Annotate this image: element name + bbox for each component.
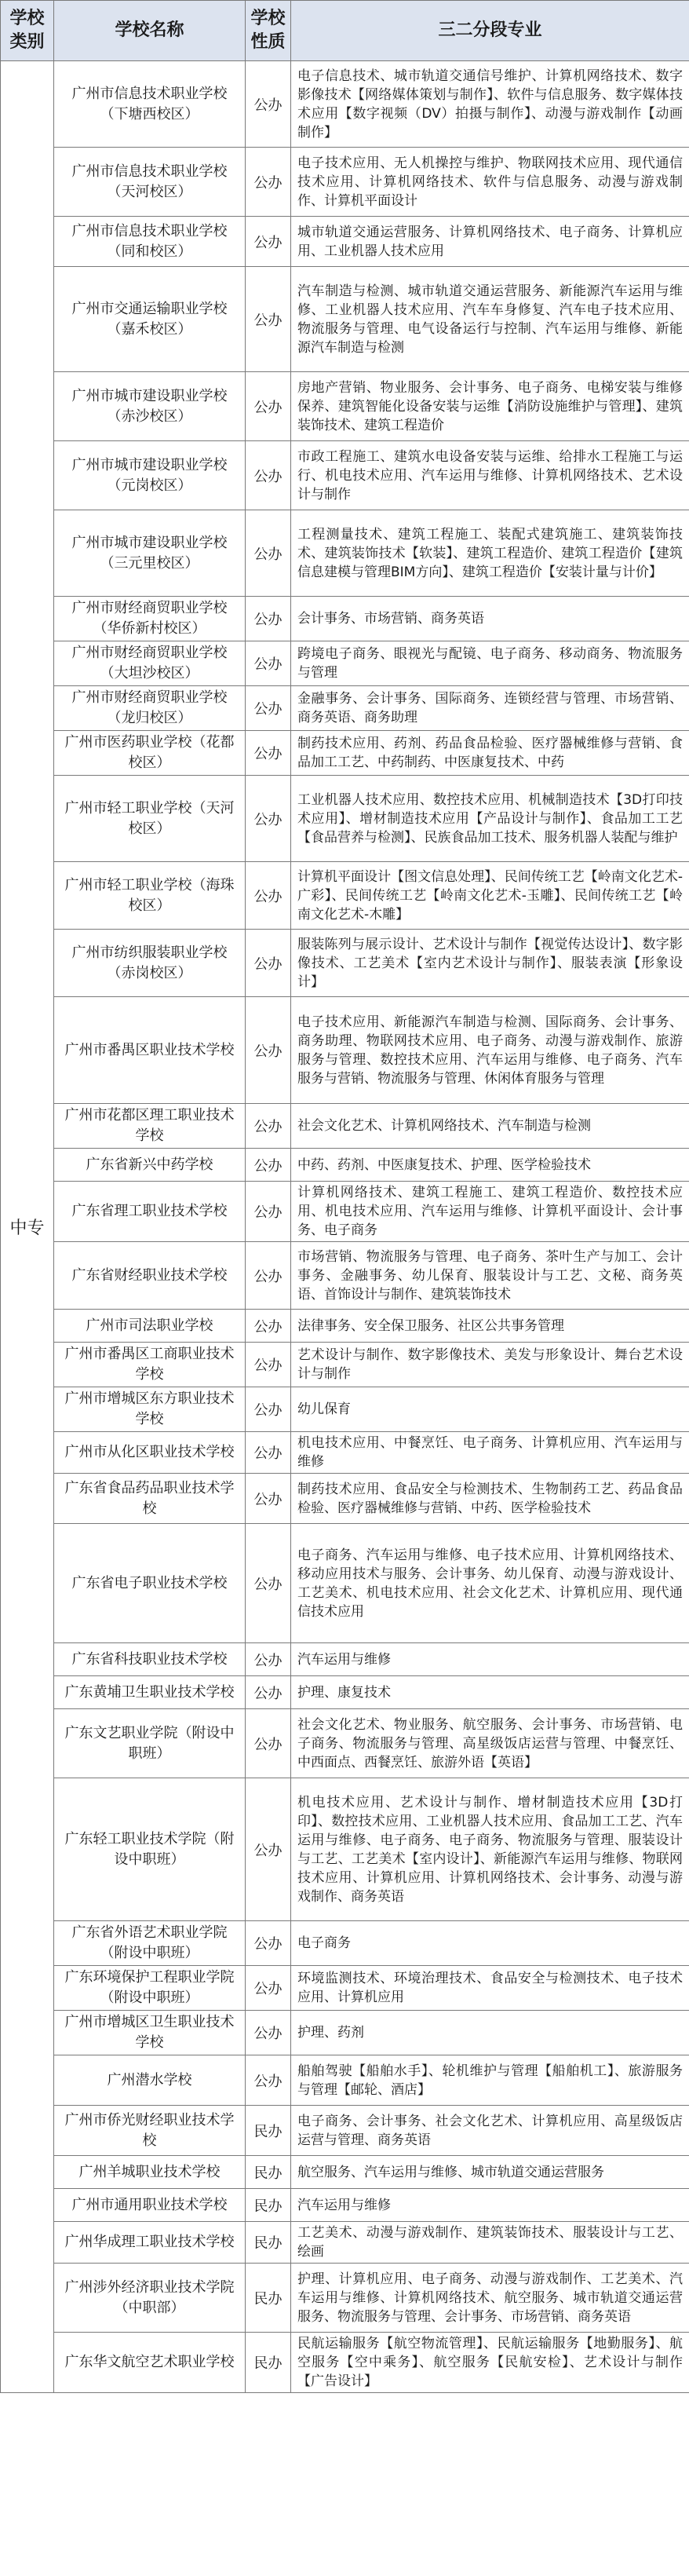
table-row [1,267,689,372]
school-nature-cell: 公办 [246,2055,291,2106]
school-name-cell: 广州市财经商贸职业学校（华侨新村校区） [54,597,246,641]
school-name-cell: 广州涉外经济职业技术学院（中职部） [54,2264,246,2333]
school-nature-cell: 民办 [246,2264,291,2333]
school-nature-cell: 民办 [246,2189,291,2222]
table-row [1,2264,689,2333]
school-name-cell: 广州市财经商贸职业学校（龙归校区） [54,686,246,731]
table-row [1,1242,689,1310]
majors-cell: 市政工程施工、建筑水电设备安装与运维、给排水工程施工与运行、机电技术应用、汽车运用与维修、计算机网络技术、艺术设计与制作 [291,441,689,510]
school-name-cell: 广州市城市建设职业学校（赤沙校区） [54,372,246,441]
majors-cell: 艺术设计与制作、数字影像技术、美发与形象设计、舞台艺术设计与制作 [291,1343,689,1387]
school-name-cell: 广州市信息技术职业学校（天河校区） [54,148,246,217]
table-row [1,2055,689,2106]
majors-cell: 会计事务、市场营销、商务英语 [291,597,689,641]
school-nature-cell: 公办 [246,1921,291,1966]
school-name-cell: 广州市信息技术职业学校（同和校区） [54,217,246,267]
majors-cell: 工艺美术、动漫与游戏制作、建筑装饰技术、服装设计与工艺、绘画 [291,2222,689,2264]
majors-cell: 机电技术应用、中餐烹饪、电子商务、计算机应用、汽车运用与维修 [291,1432,689,1474]
table-row [1,1387,689,1432]
majors-cell: 护理、计算机应用、电子商务、动漫与游戏制作、工艺美术、汽车运用与维修、计算机网络技术、航空服务、城市轨道交通运营服务、物流服务与管理、会计事务、市场营销、商务英语 [291,2264,689,2333]
table-row [1,61,689,148]
school-nature-cell: 公办 [246,1778,291,1921]
majors-cell: 汽车运用与维修 [291,1643,689,1676]
majors-cell: 市场营销、物流服务与管理、电子商务、茶叶生产与加工、会计事务、金融事务、幼儿保育、服装设计与工艺、文秘、商务英语、首饰设计与制作、建筑装饰技术 [291,1242,689,1310]
table-row [1,1310,689,1343]
school-nature-cell: 公办 [246,1524,291,1643]
school-nature-cell: 公办 [246,1104,291,1149]
school-name-cell: 广州市交通运输职业学校（嘉禾校区） [54,267,246,372]
table-row [1,2189,689,2222]
table-row [1,1524,689,1643]
school-name-cell: 广东省财经职业技术学校 [54,1242,246,1310]
school-name-cell: 广州市财经商贸职业学校（大坦沙校区） [54,641,246,686]
table-row [1,1474,689,1524]
school-name-cell: 广州华成理工职业技术学校 [54,2222,246,2264]
table-row [1,1778,689,1921]
majors-cell: 民航运输服务【航空物流管理】、民航运输服务【地勤服务】、航空服务【空中乘务】、航空服务【民航安检】、艺术设计与制作【广告设计】 [291,2333,689,2393]
majors-cell: 环境监测技术、环境治理技术、食品安全与检测技术、电子技术应用、计算机应用 [291,1966,689,2011]
school-name-cell: 广东省新兴中药学校 [54,1149,246,1182]
majors-cell: 法律事务、安全保卫服务、社区公共事务管理 [291,1310,689,1343]
table-row [1,510,689,597]
school-nature-cell: 公办 [246,1966,291,2011]
school-name-cell: 广州市番禺区工商职业技术学校 [54,1343,246,1387]
school-nature-cell: 公办 [246,1182,291,1242]
majors-cell: 电子技术应用、新能源汽车制造与检测、国际商务、会计事务、商务助理、物联网技术应用、电子商务、动漫与游戏制作、旅游服务与管理、数控技术应用、汽车运用与维修、电子商务、汽车服务与营销、物流服务与管理、休闲体育服务与管理 [291,997,689,1104]
school-nature-cell: 公办 [246,1343,291,1387]
majors-cell: 幼儿保育 [291,1387,689,1432]
majors-cell: 电子商务、会计事务、社会文化艺术、计算机应用、高星级饭店运营与管理、商务英语 [291,2106,689,2156]
school-nature-cell: 公办 [246,61,291,148]
table-row [1,372,689,441]
school-name-cell: 广州市司法职业学校 [54,1310,246,1343]
school-nature-cell: 公办 [246,217,291,267]
table-row [1,2333,689,2393]
school-name-cell: 广东文艺职业学院（附设中职班） [54,1709,246,1778]
table-row [1,1676,689,1709]
school-nature-cell: 公办 [246,441,291,510]
table-row [1,1149,689,1182]
table-row [1,1343,689,1387]
school-nature-cell: 民办 [246,2222,291,2264]
school-name-cell: 广东省电子职业技术学校 [54,1524,246,1643]
majors-cell: 机电技术应用、艺术设计与制作、增材制造技术应用【3D打印】、数控技术应用、工业机器人技术应用、食品加工工艺、汽车运用与维修、电子商务、电子商务、物流服务与管理、服装设计与工艺、工艺美术【室内设计】、新能源汽车运用与维修、物联网技术应用、计算机应用、计算机网络技术、会计事务、动漫与游戏制作、商务英语 [291,1778,689,1921]
table-row [1,1182,689,1242]
school-nature-cell: 公办 [246,686,291,731]
header-majors: 三二分段专业 [291,1,689,61]
table-row [1,776,689,862]
table-row [1,1104,689,1149]
school-name-cell: 广州市花都区理工职业技术学校 [54,1104,246,1149]
header-row [1,1,689,61]
school-nature-cell: 公办 [246,641,291,686]
majors-cell: 汽车制造与检测、城市轨道交通运营服务、新能源汽车运用与维修、工业机器人技术应用、汽车车身修复、汽车电子技术应用、物流服务与管理、电气设备运行与控制、汽车运用与维修、新能源汽车制造与检测 [291,267,689,372]
table-row [1,997,689,1104]
school-name-cell: 广州市番禺区职业技术学校 [54,997,246,1104]
majors-cell: 工业机器人技术应用、数控技术应用、机械制造技术【3D打印技术应用】、增材制造技术应用【产品设计与制作】、食品加工工艺【食品营养与检测】、民族食品加工技术、服务机器人装配与维护 [291,776,689,862]
table-row [1,1966,689,2011]
majors-cell: 电子技术应用、无人机操控与维护、物联网技术应用、现代通信技术应用、计算机网络技术、软件与信息服务、动漫与游戏制作、计算机平面设计 [291,148,689,217]
table-row [1,731,689,776]
school-nature-cell: 公办 [246,1676,291,1709]
school-nature-cell: 公办 [246,731,291,776]
majors-cell: 跨境电子商务、眼视光与配镜、电子商务、移动商务、物流服务与管理 [291,641,689,686]
school-nature-cell: 公办 [246,1474,291,1524]
school-name-cell: 广东环境保护工程职业学院（附设中职班） [54,1966,246,2011]
school-name-cell: 广州市通用职业技术学校 [54,2189,246,2222]
table-row [1,2106,689,2156]
majors-cell: 中药、药剂、中医康复技术、护理、医学检验技术 [291,1149,689,1182]
table-row [1,930,689,997]
school-name-cell: 广州市从化区职业技术学校 [54,1432,246,1474]
table-body [1,61,689,2393]
header-school-name: 学校名称 [54,1,246,61]
school-nature-cell: 公办 [246,597,291,641]
majors-cell: 电子商务、汽车运用与维修、电子技术应用、计算机网络技术、移动应用技术与服务、会计事务、幼儿保育、动漫与游戏设计、工艺美术、机电技术应用、社会文化艺术、计算机应用、现代通信技术应用 [291,1524,689,1643]
table-row [1,2222,689,2264]
school-name-cell: 广州市轻工职业学校（天河校区） [54,776,246,862]
majors-cell: 电子信息技术、城市轨道交通信号维护、计算机网络技术、数字影像技术【网络媒体策划与制作】、软件与信息服务、数字媒体技术应用【数字视频（DV）拍摄与制作】、动漫与游戏制作【动画制作】 [291,61,689,148]
school-name-cell: 广州潜水学校 [54,2055,246,2106]
school-nature-cell: 民办 [246,2333,291,2393]
school-name-cell: 广州市轻工职业学校（海珠校区） [54,862,246,930]
majors-cell: 航空服务、汽车运用与维修、城市轨道交通运营服务 [291,2156,689,2189]
school-name-cell: 广东省科技职业技术学校 [54,1643,246,1676]
header-category: 学校类别 [1,1,54,61]
school-name-cell: 广东省外语艺术职业学院（附设中职班） [54,1921,246,1966]
table-row [1,441,689,510]
table-row [1,862,689,930]
table-row [1,1709,689,1778]
school-name-cell: 广州市侨光财经职业技术学校 [54,2106,246,2156]
majors-cell: 制药技术应用、食品安全与检测技术、生物制药工艺、药品食品检验、医疗器械维修与营销、中药、医学检验技术 [291,1474,689,1524]
school-category-cell: 中专 [1,61,54,2393]
school-nature-cell: 公办 [246,1709,291,1778]
majors-cell: 护理、康复技术 [291,1676,689,1709]
school-name-cell: 广东华文航空艺术职业学校 [54,2333,246,2393]
majors-cell: 社会文化艺术、计算机网络技术、汽车制造与检测 [291,1104,689,1149]
school-name-cell: 广州羊城职业技术学校 [54,2156,246,2189]
school-name-cell: 广州市增城区东方职业技术学校 [54,1387,246,1432]
school-nature-cell: 公办 [246,1310,291,1343]
school-nature-cell: 民办 [246,2156,291,2189]
table-row [1,148,689,217]
majors-cell: 护理、药剂 [291,2011,689,2055]
majors-cell: 制药技术应用、药剂、药品食品检验、医疗器械维修与营销、食品加工工艺、中药制药、中医康复技术、中药 [291,731,689,776]
majors-cell: 汽车运用与维修 [291,2189,689,2222]
majors-cell: 社会文化艺术、物业服务、航空服务、会计事务、市场营销、电子商务、物流服务与管理、高星级饭店运营与管理、中餐烹饪、中西面点、西餐烹饪、旅游外语【英语】 [291,1709,689,1778]
school-name-cell: 广州市医药职业学校（花都校区） [54,731,246,776]
school-nature-cell: 公办 [246,372,291,441]
school-nature-cell: 公办 [246,1432,291,1474]
table-row [1,1432,689,1474]
school-nature-cell: 公办 [246,1643,291,1676]
table-row [1,641,689,686]
school-nature-cell: 公办 [246,510,291,597]
majors-cell: 计算机网络技术、建筑工程施工、建筑工程造价、数控技术应用、机电技术应用、汽车运用与维修、计算机平面设计、会计事务、电子商务 [291,1182,689,1242]
school-nature-cell: 公办 [246,267,291,372]
school-name-cell: 广东黄埔卫生职业技术学校 [54,1676,246,1709]
school-nature-cell: 公办 [246,776,291,862]
table-row [1,686,689,731]
school-nature-cell: 公办 [246,997,291,1104]
majors-cell: 城市轨道交通运营服务、计算机网络技术、电子商务、计算机应用、工业机器人技术应用 [291,217,689,267]
school-nature-cell: 公办 [246,148,291,217]
majors-cell: 工程测量技术、建筑工程施工、装配式建筑施工、建筑装饰技术、建筑装饰技术【软装】、建筑工程造价、建筑工程造价【建筑信息建模与管理BIM方向】、建筑工程造价【安装计量与计价】 [291,510,689,597]
majors-cell: 金融事务、会计事务、国际商务、连锁经营与管理、市场营销、商务英语、商务助理 [291,686,689,731]
majors-cell: 房地产营销、物业服务、会计事务、电子商务、电梯安装与维修保养、建筑智能化设备安装与运维【消防设施维护与管理】、建筑装饰技术、建筑工程造价 [291,372,689,441]
school-nature-cell: 公办 [246,1149,291,1182]
school-nature-cell: 公办 [246,1242,291,1310]
school-nature-cell: 公办 [246,930,291,997]
school-name-cell: 广州市城市建设职业学校（元岗校区） [54,441,246,510]
school-name-cell: 广州市城市建设职业学校（三元里校区） [54,510,246,597]
school-name-cell: 广东省食品药品职业技术学校 [54,1474,246,1524]
school-name-cell: 广州市增城区卫生职业技术学校 [54,2011,246,2055]
majors-cell: 电子商务 [291,1921,689,1966]
school-name-cell: 广州市信息技术职业学校（下塘西校区） [54,61,246,148]
table-row [1,1921,689,1966]
header-school-nature: 学校性质 [246,1,291,61]
majors-cell: 计算机平面设计【图文信息处理】、民间传统工艺【岭南文化艺术-广彩】、民间传统工艺【岭南文化艺术-玉雕】、民间传统工艺【岭南文化艺术-木雕】 [291,862,689,930]
majors-cell: 船舶驾驶【船舶水手】、轮机维护与管理【船舶机工】、旅游服务与管理【邮轮、酒店】 [291,2055,689,2106]
school-name-cell: 广州市纺织服装职业学校（赤岗校区） [54,930,246,997]
school-name-cell: 广东省理工职业技术学校 [54,1182,246,1242]
school-nature-cell: 公办 [246,2011,291,2055]
table-row [1,597,689,641]
table-row [1,2011,689,2055]
school-nature-cell: 公办 [246,862,291,930]
table-row [1,1643,689,1676]
school-nature-cell: 民办 [246,2106,291,2156]
table-row [1,217,689,267]
school-name-cell: 广东轻工职业技术学院（附设中职班） [54,1778,246,1921]
majors-cell: 服装陈列与展示设计、艺术设计与制作【视觉传达设计】、数字影像技术、工艺美术【室内艺术设计与制作】、服装表演【形象设计】 [291,930,689,997]
school-nature-cell: 公办 [246,1387,291,1432]
table-row [1,2156,689,2189]
